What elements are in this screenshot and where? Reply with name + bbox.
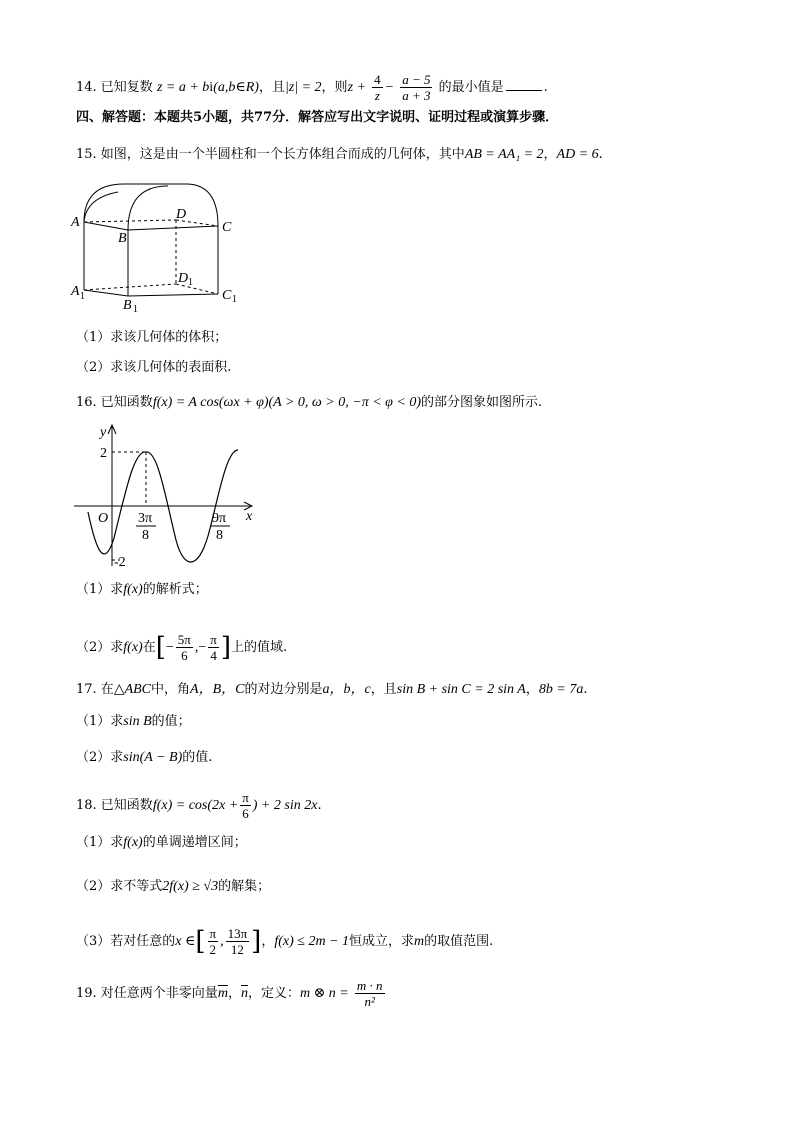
q18-part3 <box>76 926 493 957</box>
label-D1: D <box>178 271 189 286</box>
section-heading: 四、解答题：本题共5小题，共77分．解答应写出文字说明、证明过程或演算步骤． <box>76 110 559 125</box>
q16-p1-pre: （1）求 <box>76 582 124 597</box>
q14-i: i <box>209 80 214 95</box>
q17-p1-pre: （1）求 <box>76 714 124 729</box>
q14-prefix: 14. 已知复数 <box>76 80 153 95</box>
tick-9pi-8-num: 9π <box>212 511 227 526</box>
q19-m: $\overline{m}$ <box>217 986 228 1001</box>
label-A1-sub: 1 <box>80 291 85 302</box>
q18-p1-pre: （1）求 <box>76 835 124 850</box>
q16-frac1: $\frac{5\pi}{6}$ <box>177 632 191 663</box>
label-B1-sub: 1 <box>133 304 138 314</box>
q16-p2-math: f(x) <box>123 640 143 655</box>
q16-p1-post: 的解析式； <box>142 582 208 597</box>
figure-15-solid <box>68 178 268 314</box>
q16-p2-post: 上的值域. <box>231 640 288 655</box>
q18-p3-ineq: f(x) ≤ 2m − 1 <box>274 934 350 949</box>
q16-frac2: $\frac{\pi}{4}$ <box>210 632 217 663</box>
q14-expr: z + <box>347 80 366 95</box>
q14-then: ，则 <box>321 80 348 95</box>
q18-p3-frac2: $\frac{13\pi}{12}$ <box>227 926 248 957</box>
q17-sep: ， <box>525 682 539 697</box>
q15-part1: （1）求该几何体的体积； <box>76 330 228 345</box>
q19-op: m ⊗ n = <box>299 986 349 1001</box>
figure-16-graph <box>70 420 260 570</box>
q14-abs: |z| = 2 <box>284 80 322 95</box>
q17-part1 <box>76 712 191 732</box>
q16-neg1: − <box>165 640 174 655</box>
q18-p3-frac1: $\frac{\pi}{2}$ <box>209 926 217 957</box>
q18-p2-math: 2f(x) ≥ √3 <box>162 879 219 894</box>
q19-sep: ， <box>227 986 241 1001</box>
q18-part1 <box>76 833 247 853</box>
q16-part1 <box>76 580 208 600</box>
q17-part2 <box>76 748 212 768</box>
q17-mid2: 的对边分别是 <box>244 682 323 697</box>
q19-n: $\overline{n}$ <box>240 986 248 1001</box>
q17-p1-post: 的值； <box>151 714 191 729</box>
label-C1-sub: 1 <box>232 294 237 305</box>
q18-p3-x: x ∈ <box>175 934 196 949</box>
cylinder-arc-front <box>128 186 168 230</box>
q17-triangle: △ABC <box>113 682 152 697</box>
q17-end: . <box>583 682 588 697</box>
q17-mid3: ，且 <box>370 682 397 697</box>
q17-p2-pre: （2）求 <box>76 750 124 765</box>
q14-end: . <box>543 80 548 95</box>
q18-p3-mid: ， <box>261 934 275 949</box>
q16-p1-math: f(x) <box>123 582 143 597</box>
q18-p3-post: 恒成立，求 <box>349 934 415 949</box>
q18-func-a: f(x) = cos(2x + <box>152 798 239 813</box>
question-17 <box>76 680 587 700</box>
label-A: A <box>71 215 80 230</box>
y-min-label: -2 <box>114 555 126 570</box>
q14-frac2: $\frac{a - 5}{a + 3}$ <box>402 72 431 103</box>
q18-p3-m: m <box>414 934 425 949</box>
q18-bracket-open: [ <box>195 926 206 957</box>
q16-p2-in: 在 <box>142 640 156 655</box>
q17-eq2: 8b = 7a <box>538 682 584 697</box>
q18-end: . <box>317 798 322 813</box>
q17-eq: sin B + sin C = 2 sin A <box>396 682 526 697</box>
q16-comma: ,− <box>194 640 207 655</box>
label-C: C <box>222 220 232 235</box>
q16-bracket-open: [ <box>155 632 166 663</box>
q14-minus: − <box>384 80 395 95</box>
label-C1: C <box>222 288 232 303</box>
q19-def: ，定义： <box>247 986 300 1001</box>
q16-p2-pre: （2）求 <box>76 640 124 655</box>
label-D1-sub: 1 <box>188 277 193 288</box>
q18-part2 <box>76 877 270 897</box>
answer-blank[interactable] <box>506 78 542 91</box>
q18-p2-post: 的解集； <box>218 879 271 894</box>
q17-pre: 17. 在 <box>76 682 114 697</box>
question-16 <box>76 393 542 413</box>
cylinder-arc-back <box>84 184 218 226</box>
q18-p2-pre: （2）求不等式 <box>76 879 163 894</box>
q17-sides: a，b，c <box>322 682 371 697</box>
q18-bracket-close: ] <box>251 926 262 957</box>
label-D: D <box>176 207 187 222</box>
q14-frac1: $\frac{4}{z}$ <box>374 72 381 103</box>
q16-part2 <box>76 632 287 663</box>
label-B1: B <box>123 298 132 313</box>
label-A1: A <box>71 284 80 299</box>
q18-p3-comma: , <box>220 934 224 949</box>
q14-formula: z = a + b <box>156 80 210 95</box>
tick-3pi-8-num: 3π <box>138 511 153 526</box>
q15-sep: ， <box>543 147 557 162</box>
q15-math2: AD = 6 <box>556 147 599 162</box>
q17-p2-post: 的值. <box>182 750 213 765</box>
q19-stem: 19. 对任意两个非零向量 <box>76 986 218 1001</box>
question-19 <box>76 978 387 1009</box>
q14-cond: (a,b∈R) <box>213 80 259 95</box>
label-B: B <box>118 231 127 246</box>
q16-func: f(x) = A cos(ωx + φ)(A > 0, ω > 0, −π < φ < 0) <box>152 395 422 410</box>
q18-pre: 18. 已知函数 <box>76 798 153 813</box>
x-label: x <box>246 509 253 524</box>
cylinder-arc-front-left <box>84 192 118 222</box>
q18-p3-end: 的取值范围. <box>424 934 494 949</box>
q18-p1-math: f(x) <box>123 835 143 850</box>
question-18 <box>76 790 322 821</box>
q16-bracket-close: ] <box>220 632 232 663</box>
tick-3pi-8-den: 8 <box>142 528 149 543</box>
q17-angles: A，B，C <box>190 682 245 697</box>
question-14 <box>76 72 548 103</box>
q14-mid: ，且 <box>258 80 285 95</box>
q14-suffix: 的最小值是 <box>438 80 504 95</box>
q17-mid: 中，角 <box>151 682 191 697</box>
q19-frac: $\frac{m \cdot n}{\text{n²}}$ <box>356 978 383 1009</box>
q16-pre: 16. 已知函数 <box>76 395 153 410</box>
q15-end: . <box>598 147 603 162</box>
origin-label: O <box>98 511 109 526</box>
q15-part2: （2）求该几何体的表面积. <box>76 360 232 375</box>
tick-9pi-8-den: 8 <box>216 528 223 543</box>
question-15 <box>76 145 603 165</box>
y-max-label: 2 <box>100 446 107 461</box>
q18-frac: $\frac{\pi}{6}$ <box>242 790 249 821</box>
q15-math: AB = AA₁ = 2 <box>464 147 544 162</box>
q18-func-b: ) + 2 sin 2x <box>252 798 318 813</box>
q17-p1-math: sin B <box>123 714 152 729</box>
q16-post: 的部分图象如图所示. <box>421 395 543 410</box>
y-label: y <box>100 425 107 440</box>
q15-stem: 15. 如图，这是由一个半圆柱和一个长方体组合而成的几何体，其中 <box>76 147 465 162</box>
q18-p1-post: 的单调递增区间； <box>142 835 247 850</box>
q17-p2-math: sin(A − B) <box>123 750 183 765</box>
q18-p3-pre: （3）若对任意的 <box>76 934 176 949</box>
